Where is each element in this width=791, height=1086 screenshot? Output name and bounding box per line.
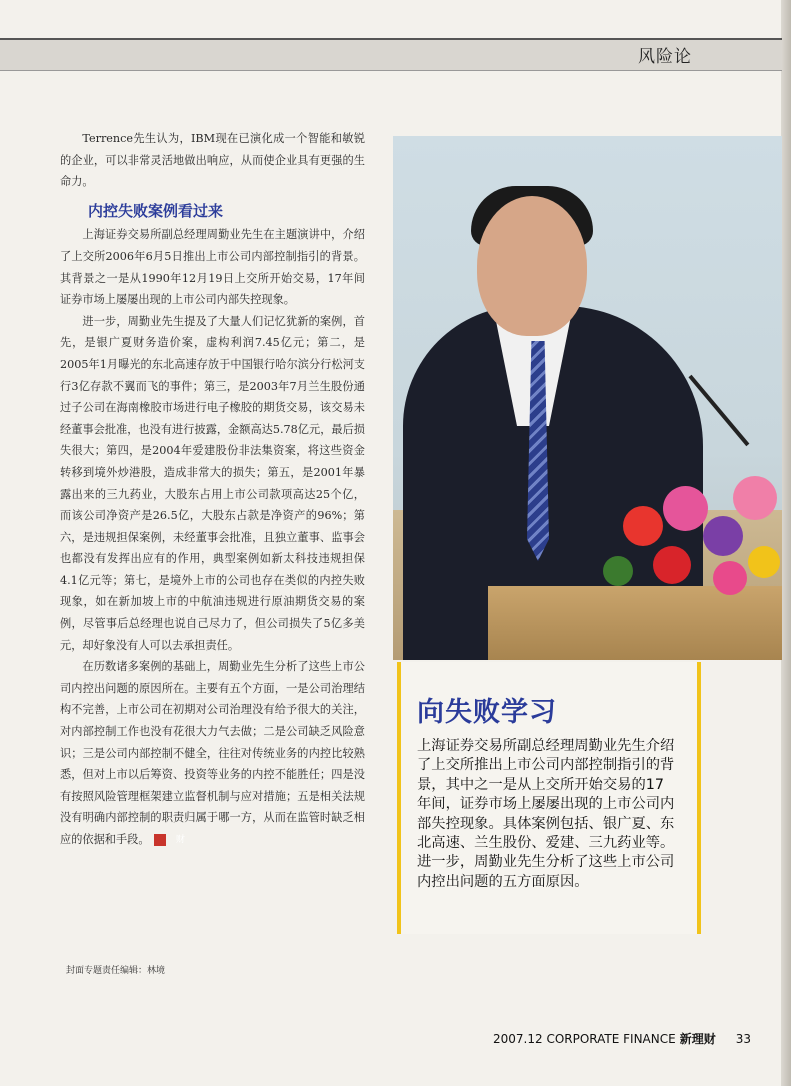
caption-text: 上海证券交易所副总经理周勤业先生介绍了上交所推出上市公司内部控制指引的背景，其中之一是从上交所开始交易的17年间，证券市场上屡屡出现的上市公司内部失控现象。具体案例包括、银广夏、东北高速、兰生股份、爱建、三九药业等。进一步，周勤业先生分析了这些上市公司内控出问题的五方面原因。 <box>417 738 675 890</box>
flower <box>663 486 708 531</box>
page-number: 33 <box>735 1032 751 1046</box>
end-mark-icon: 财 <box>154 834 166 846</box>
flower <box>603 556 633 586</box>
page-edge <box>781 0 791 1086</box>
flower <box>733 476 777 520</box>
flower <box>623 506 663 546</box>
photo-speaker-head <box>477 196 587 336</box>
article-body <box>60 128 365 851</box>
caption-title: 向失败学习 <box>417 697 557 728</box>
flower <box>748 546 780 578</box>
flower <box>703 516 743 556</box>
section-header <box>0 38 782 71</box>
page-footer <box>493 1030 751 1047</box>
paragraph-1: Terrence先生认为，IBM现在已演化成一个智能和敏锐的企业，可以非常灵活地做出响应，从而使企业具有更强的生命力。 <box>60 132 365 189</box>
footer-issue: 2007.12 CORPORATE FINANCE <box>493 1032 676 1046</box>
flower <box>713 561 747 595</box>
flower-arrangement <box>603 466 782 616</box>
section-title: 风险论 <box>638 47 692 67</box>
footer-magazine: 新理财 <box>679 1032 716 1046</box>
editor-credit: 封面专题责任编辑：林境 <box>66 966 166 976</box>
paragraph-4-text: 在历数诸多案例的基础上，周勤业先生分析了这些上市公司内控出问题的原因所在。主要有五个方面，一是公司治理结构不完善，上市公司在初期对公司治理没有给予很大的关注，对内部控制工作也没有花很大力气去做；二是公司缺乏风险意识；三是公司内部控制不健全，往往对传统业务的内控比较熟悉，但对上市以后筹资、投资等业务的内控不能胜任；四是没有按照风险管理框架建立监督机制与应对措施；五是相关法规没有明确内部控制的职责归属于哪一方，从而在监管时缺乏相应的依据和手段。 <box>60 660 365 846</box>
paragraph-2: 上海证券交易所副总经理周勤业先生在主题演讲中，介绍了上交所2006年6月5日推出上市公司内部控制指引的背景。其背景之一是从1990年12月19日上交所开始交易，17年间证券市场上屡屡出现的上市公司内部失控现象。 <box>60 228 365 307</box>
subheading: 内控失败案例看过来 <box>88 201 224 220</box>
speaker-photo <box>393 136 782 660</box>
caption-box <box>397 662 701 934</box>
flower <box>653 546 691 584</box>
paragraph-3: 进一步，周勤业先生提及了大量人们记忆犹新的案例，首先，是银广夏财务造价案，虚构利润7.45亿元；第二，是2005年1月曝光的东北高速存放于中国银行哈尔滨分行松河支行3亿存款不翼而飞的事件；第三，是2003年7月兰生股份通过子公司在海南橡胶市场进行电子橡胶的期货交易，该交易未经董事会批准，也没有进行披露，金额高达5.78亿元，最后损失很大；第四，是2004年爱建股份非法集资案，将这些资金转移到境外炒港股，造成非常大的损失；第五，是2001年暴露出来的三九药业，大股东占用上市公司款项高达25个亿，而该公司净资产是26.5亿，大股东占款是净资产的96%；第六，是违规担保案例，未经董事会批准，且独立董事、监事会也都没有发挥出应有的作用，典型案例如新太科技违规担保4.1亿元等；第七，是境外上市的公司也存在类似的内控失败现象，如在新加坡上市的中航油违规进行原油期货交易的案例，尽管事后总经理也说自己尽力了，但公司损失了5亿多美元，却好象没有人可以去承担责任。 <box>60 314 365 652</box>
paragraph-4 <box>60 656 365 850</box>
